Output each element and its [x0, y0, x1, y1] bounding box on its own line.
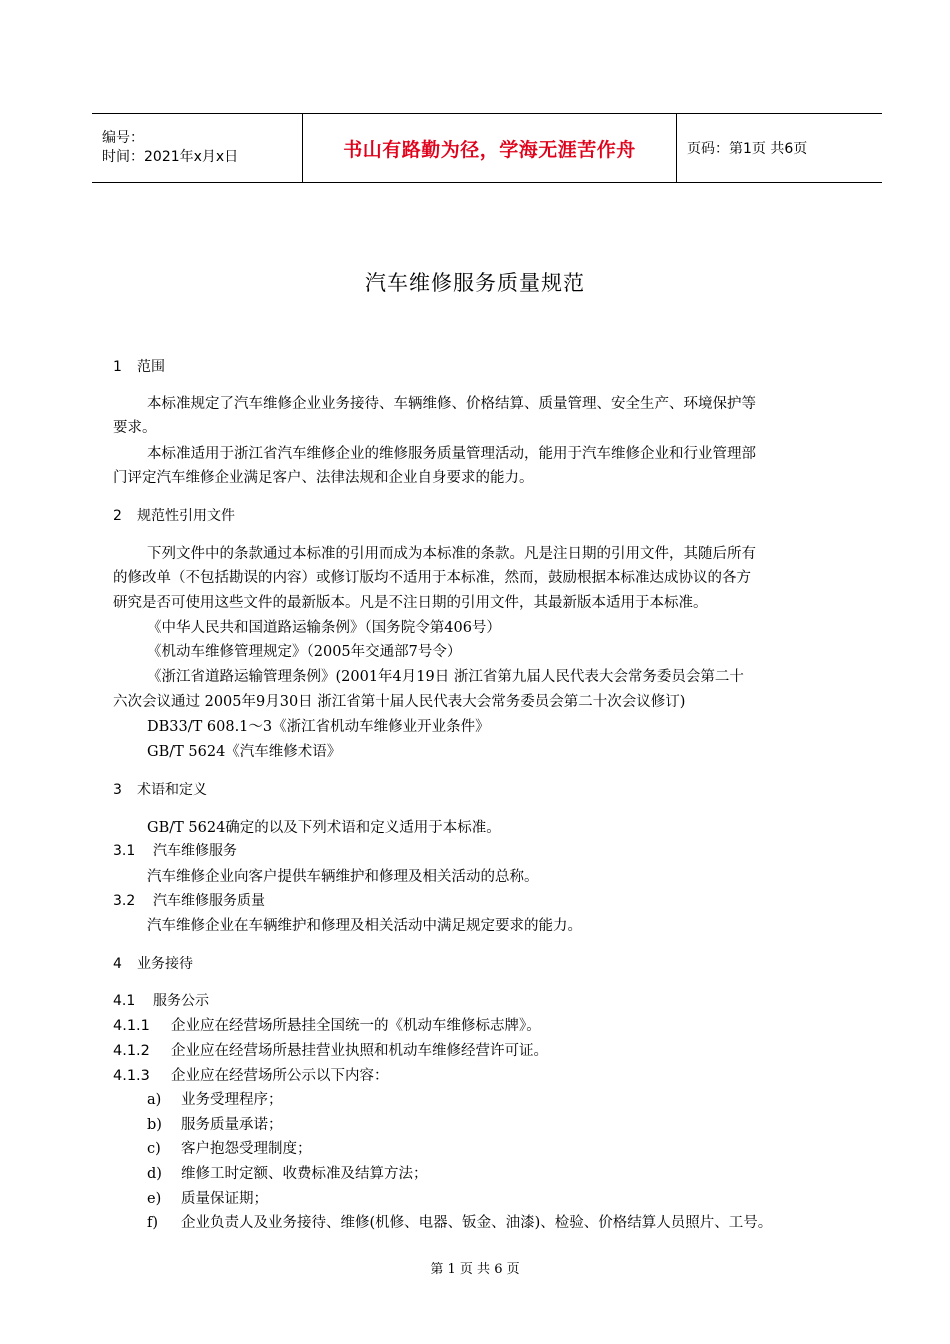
- subsection-4-1-heading: [113, 990, 209, 1010]
- subsection-number: 3.2: [113, 893, 136, 909]
- reference-line: 六次会议通过 2005年9月30日 浙江省第十届人民代表大会常务委员会第二十次会议修订): [113, 694, 686, 710]
- list-item-mark: c): [147, 1141, 161, 1157]
- clause-number: 4.1.2: [113, 1043, 150, 1059]
- paragraph-line: 本标准适用于浙江省汽车维修企业的维修服务质量管理活动，能用于汽车维修企业和行业管理部: [147, 446, 756, 462]
- reference-line: 《中华人民共和国道路运输条例》（国务院令第406号）: [147, 620, 501, 636]
- section-2-heading: [113, 505, 235, 525]
- section-title: 业务接待: [137, 956, 193, 972]
- list-item: [147, 1162, 428, 1183]
- list-item-text: 质量保证期；: [181, 1191, 268, 1207]
- list-item-mark: e): [147, 1191, 162, 1207]
- clause-text: 企业应在经营场所悬挂全国统一的《机动车维修标志牌》。: [171, 1018, 541, 1034]
- document-title: 汽车维修服务质量规范: [365, 271, 585, 295]
- subsection-3-2-heading: [113, 890, 265, 910]
- reference-line: GB/T 5624《汽车维修术语》: [147, 744, 342, 760]
- section-1-heading: [113, 356, 165, 376]
- header-page-cell: [677, 114, 882, 182]
- list-item: [147, 1211, 772, 1232]
- section-number: 3: [113, 782, 122, 798]
- header-meta: [92, 114, 302, 182]
- clause-number: 4.1.1: [113, 1018, 150, 1034]
- header-slogan-cell: [302, 114, 677, 182]
- paragraph-line: 的修改单（不包括勘误的内容）或修订版均不适用于本标准，然而，鼓励根据本标准达成协议的各方: [113, 570, 751, 586]
- section-title: 规范性引用文件: [137, 508, 235, 524]
- subsection-3-1-heading: [113, 840, 237, 860]
- time-label: 时间：2021年x月x日: [102, 149, 239, 165]
- list-item-mark: a): [147, 1092, 162, 1108]
- section-title: 术语和定义: [137, 782, 207, 798]
- list-item: [147, 1088, 283, 1109]
- paragraph-line: 门评定汽车维修企业满足客户、法律法规和企业自身要求的能力。: [113, 470, 534, 486]
- list-item: [147, 1113, 283, 1134]
- paragraph-line: 研究是否可使用这些文件的最新版本。凡是不注日期的引用文件，其最新版本适用于本标准。: [113, 595, 708, 611]
- section-3-heading: [113, 779, 207, 799]
- list-item-mark: f): [147, 1215, 159, 1231]
- slogan: 书山有路勤为径，学海无涯苦作舟: [343, 138, 636, 161]
- list-item: [147, 1187, 268, 1208]
- section-number: 4: [113, 956, 122, 972]
- list-item-mark: d): [147, 1166, 162, 1182]
- paragraph-line: GB/T 5624确定的以及下列术语和定义适用于本标准。: [147, 820, 501, 836]
- clause-4-1-3: [113, 1064, 389, 1085]
- paragraph-line: 要求。: [113, 420, 157, 436]
- list-item-text: 业务受理程序；: [181, 1092, 283, 1108]
- list-item-text: 客户抱怨受理制度；: [181, 1141, 312, 1157]
- number-label: 编号：: [102, 130, 144, 146]
- subsection-number: 3.1: [113, 843, 136, 859]
- paragraph-line: 下列文件中的条款通过本标准的引用而成为本标准的条款。凡是注日期的引用文件，其随后所有: [147, 546, 756, 562]
- subsection-title: 汽车维修服务质量: [153, 893, 265, 909]
- subsection-title: 汽车维修服务: [153, 843, 237, 859]
- reference-line: 《机动车维修管理规定》（2005年交通部7号令）: [147, 644, 462, 660]
- section-number: 2: [113, 508, 122, 524]
- clause-number: 4.1.3: [113, 1068, 150, 1084]
- clause-text: 企业应在经营场所公示以下内容：: [171, 1068, 389, 1084]
- page-label: 页码：第1页 共6页: [687, 141, 808, 157]
- subsection-title: 服务公示: [153, 993, 209, 1009]
- paragraph-line: 本标准规定了汽车维修企业业务接待、车辆维修、价格结算、质量管理、安全生产、环境保护等: [147, 396, 756, 412]
- clause-text: 企业应在经营场所悬挂营业执照和机动车维修经营许可证。: [171, 1043, 548, 1059]
- paragraph-line: 汽车维修企业向客户提供车辆维护和修理及相关活动的总称。: [147, 869, 539, 885]
- document-header: [92, 113, 882, 183]
- clause-4-1-1: [113, 1014, 541, 1035]
- reference-line: 《浙江省道路运输管理条例》(2001年4月19日 浙江省第九届人民代表大会常务委员会第二十: [147, 669, 744, 685]
- section-number: 1: [113, 359, 122, 375]
- paragraph-line: 汽车维修企业在车辆维护和修理及相关活动中满足规定要求的能力。: [147, 918, 582, 934]
- reference-line: DB33/T 608.1～3《浙江省机动车维修业开业条件》: [147, 719, 490, 735]
- section-title: 范围: [137, 359, 165, 375]
- section-4-heading: [113, 953, 193, 973]
- list-item-text: 服务质量承诺；: [181, 1117, 283, 1133]
- list-item: [147, 1137, 312, 1158]
- subsection-number: 4.1: [113, 993, 136, 1009]
- page-footer: 第 1 页 共 6 页: [430, 1262, 520, 1277]
- clause-4-1-2: [113, 1039, 548, 1060]
- list-item-text: 维修工时定额、收费标准及结算方法；: [181, 1166, 428, 1182]
- list-item-text: 企业负责人及业务接待、维修(机修、电器、钣金、油漆)、检验、价格结算人员照片、工号。: [181, 1215, 773, 1231]
- list-item-mark: b): [147, 1117, 162, 1133]
